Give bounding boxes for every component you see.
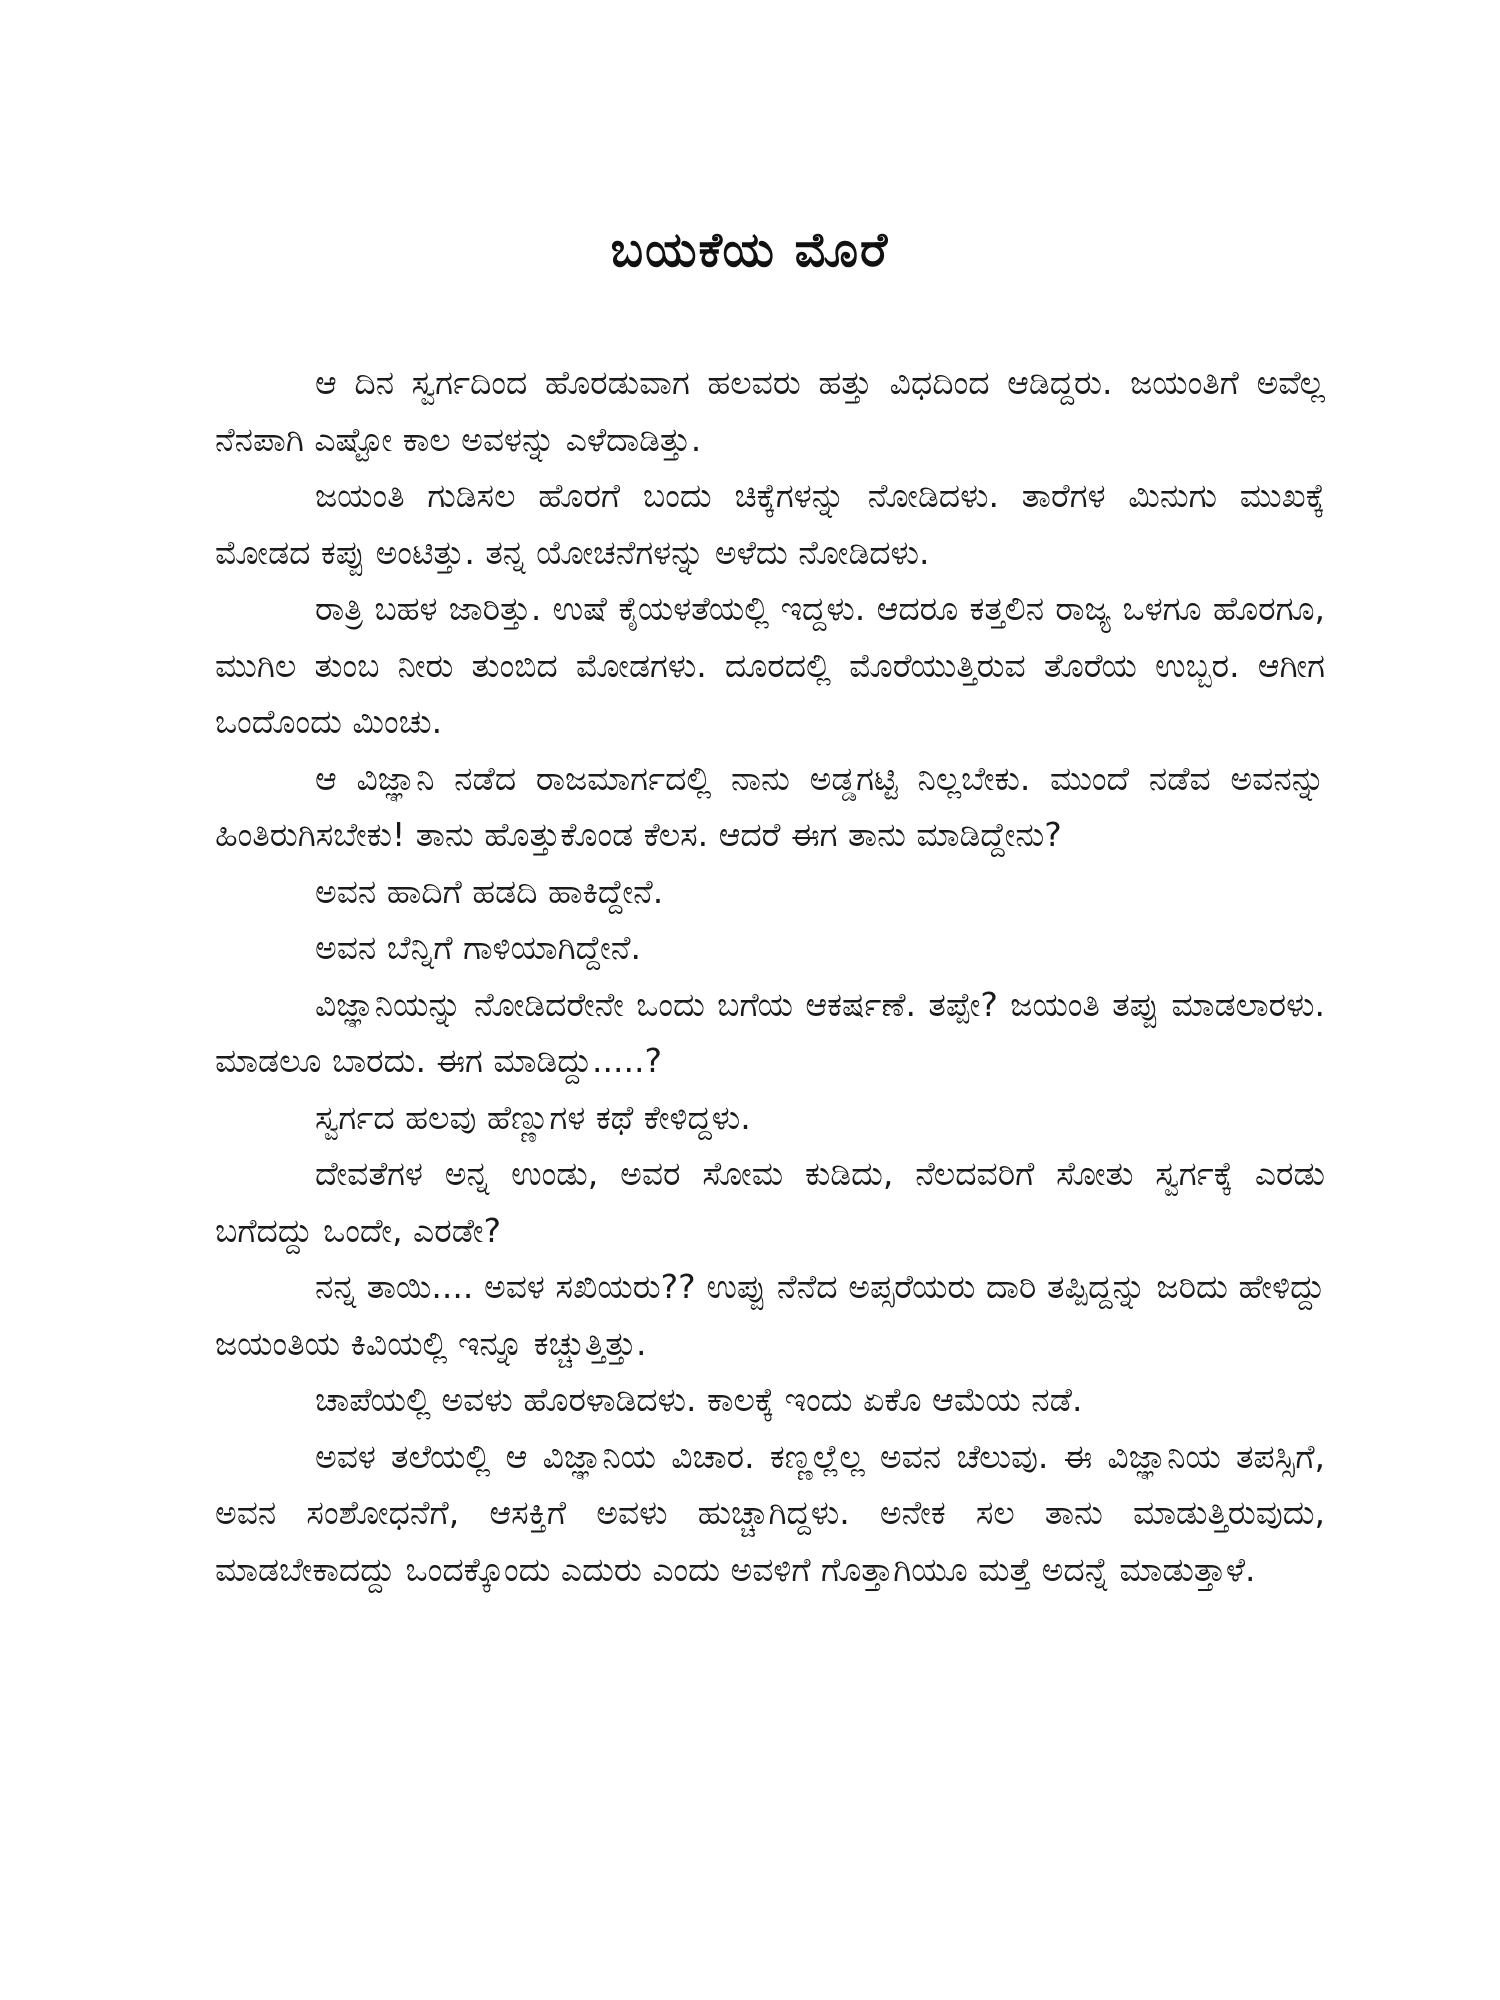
paragraph-2: ಜಯಂತಿ ಗುಡಿಸಲ ಹೊರಗೆ ಬಂದು ಚಿಕ್ಕೆಗಳನ್ನು ನೋಡಿದಳು. ತಾರೆಗಳ ಮಿನುಗು ಮುಖಕ್ಕೆ ಮೋಡದ ಕಪ್ಪು ಅಂಟಿತ್ತು. ತನ್ನ ಯೋಚನೆಗಳನ್ನು ಅಳೆದು ನೋಡಿದಳು. [215,476,1325,572]
page-title: ಬಯಕೆಯ ಮೊರೆ [610,222,890,278]
paragraph-7: ವಿಜ್ಞಾನಿಯನ್ನು ನೋಡಿದರೇನೇ ಒಂದು ಬಗೆಯ ಆಕರ್ಷಣೆ. ತಪ್ಪೇ? ಜಯಂತಿ ತಪ್ಪು ಮಾಡಲಾರಳು. ಮಾಡಲೂ ಬಾರದು. ಈಗ ಮಾಡಿದ್ದು.....? [215,984,1325,1080]
paragraph-5: ಅವನ ಹಾದಿಗೆ ಹಡದಿ ಹಾಕಿದ್ದೇನೆ. [315,871,664,911]
paragraph-4: ಆ ವಿಜ್ಞಾನಿ ನಡೆದ ರಾಜಮಾರ್ಗದಲ್ಲಿ ನಾನು ಅಡ್ಡಗಟ್ಟಿ ನಿಲ್ಲಬೇಕು. ಮುಂದೆ ನಡೆವ ಅವನನ್ನು ಹಿಂತಿರುಗಿಸಬೇಕು! ತಾನು ಹೊತ್ತುಕೊಂಡ ಕೆಲಸ. ಆದರೆ ಈಗ ತಾನು ಮಾಡಿದ್ದೇನು? [215,758,1325,854]
paragraph-9: ದೇವತೆಗಳ ಅನ್ನ ಉಂಡು, ಅವರ ಸೋಮ ಕುಡಿದು, ನೆಲದವರಿಗೆ ಸೋತು ಸ್ವರ್ಗಕ್ಕೆ ಎರಡು ಬಗೆದದ್ದು ಒಂದೇ, ಎರಡೇ? [215,1154,1325,1250]
paragraph-3: ರಾತ್ರಿ ಬಹಳ ಜಾರಿತ್ತು. ಉಷೆ ಕೈಯಳತೆಯಲ್ಲಿ ಇದ್ದಳು. ಆದರೂ ಕತ್ತಲಿನ ರಾಜ್ಯ ಒಳಗೂ ಹೊರಗೂ, ಮುಗಿಲ ತುಂಬ ನೀರು ತುಂಬಿದ ಮೋಡಗಳು. ದೂರದಲ್ಲಿ ಮೊರೆಯುತ್ತಿರುವ ತೊರೆಯ ಉಬ್ಬರ. ಆಗೀಗ ಒಂದೊಂದು ಮಿಂಚು. [215,589,1325,741]
paragraph-11: ಚಾಪೆಯಲ್ಲಿ ಅವಳು ಹೊರಳಾಡಿದಳು. ಕಾಲಕ್ಕೆ ಇಂದು ಏಕೊ ಆಮೆಯ ನಡೆ. [315,1380,1083,1419]
paragraph-1: ಆ ದಿನ ಸ್ವರ್ಗದಿಂದ ಹೊರಡುವಾಗ ಹಲವರು ಹತ್ತು ವಿಧದಿಂದ ಆಡಿದ್ದರು. ಜಯಂತಿಗೆ ಅವೆಲ್ಲ ನೆನಪಾಗಿ ಎಷ್ಟೋ ಕಾಲ ಅವಳನ್ನು ಎಳೆದಾಡಿತ್ತು. [215,363,1325,459]
paragraph-6: ಅವನ ಬೆನ್ನಿಗೆ ಗಾಳಿಯಾಗಿದ್ದೇನೆ. [315,928,641,967]
paragraph-8: ಸ್ವರ್ಗದ ಹಲವು ಹೆಣ್ಣುಗಳ ಕಥೆ ಕೇಳಿದ್ದಳು. [315,1097,751,1137]
body-text [215,355,1325,1598]
paragraph-12: ಅವಳ ತಲೆಯಲ್ಲಿ ಆ ವಿಜ್ಞಾನಿಯ ವಿಚಾರ. ಕಣ್ಣಲ್ಲೆಲ್ಲ ಅವನ ಚೆಲುವು. ಈ ವಿಜ್ಞಾನಿಯ ತಪಸ್ಸಿಗೆ, ಅವನ ಸಂಶೋಧನೆಗೆ, ಆಸಕ್ತಿಗೆ ಅವಳು ಹುಚ್ಚಾಗಿದ್ದಳು. ಅನೇಕ ಸಲ ತಾನು ಮಾಡುತ್ತಿರುವುದು, ಮಾಡಬೇಕಾದದ್ದು ಒಂದಕ್ಕೊಂದು ಎದುರು ಎಂದು ಅವಳಿಗೆ ಗೊತ್ತಾಗಿಯೂ ಮತ್ತೆ ಅದನ್ನೆ ಮಾಡುತ್ತಾಳೆ. [215,1436,1325,1589]
paragraph-10: ನನ್ನ ತಾಯಿ.... ಅವಳ ಸಖಿಯರು?? ಉಪ್ಪು ನೆನೆದ ಅಪ್ಸರೆಯರು ದಾರಿ ತಪ್ಪಿದ್ದನ್ನು ಜರಿದು ಹೇಳಿದ್ದು ಜಯಂತಿಯ ಕಿವಿಯಲ್ಲಿ ಇನ್ನೂ ಕಚ್ಚುತ್ತಿತ್ತು. [215,1267,1325,1363]
